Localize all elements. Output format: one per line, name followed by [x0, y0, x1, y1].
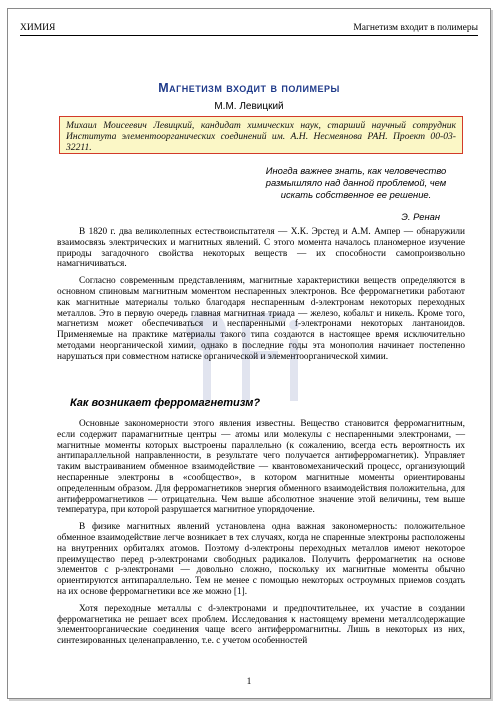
epigraph-text: Иногда важнее знать, как человечество размышляло над данной проблемой, чем искать собственное ее решение. [265, 165, 447, 200]
header-article-title: Магнетизм входит в полимеры [353, 23, 478, 33]
epigraph-author: Э. Ренан [401, 211, 440, 222]
page-number: 1 [246, 677, 252, 687]
section-text [57, 419, 465, 653]
author-affiliation-box: Михаил Моисеевич Левицкий, кандидат химических наук, старший научный сотрудник Института элементоорганических соединений им. А.Н. Несмеянова РАН. Проект 00-03-32211. [59, 116, 463, 154]
document-page [7, 8, 491, 699]
intro-paragraph: В 1820 г. два великолепных естествоиспытателя — Х.К. Эрстед и А.М. Ампер — обнаружили взаимосвязь электрических и магнитных явлений. С этого момента началось планомерное изучение природы загадочного свойства некоторых веществ — их способности самопроизвольно намагничиваться. [57, 227, 465, 270]
section-paragraph: Основные закономерности этого явления известны. Вещество становится ферромагнитным, если содержит парамагнитные центры — атомы или молекулы с неспаренными электронами, — магнитные моменты которых выстроены параллельно (к сожалению, всегда есть вероятность их антипараллельной направленности, в результате чего получается антиферромагнетик). Управляет таким выстраиванием обменное взаимодействие — квантовомеханический процесс, организующий неспаренные электроны в «сообщество», в котором магнитные моменты ориентированы определенным образом. Для ферромагнетиков энергия обменного взаимодействия положительна, для антиферромагнетиков — отрицательна. Чем выше абсолютное значение этой величины, тем выше температура, при которой разрушается магнитное упорядочение. [57, 419, 465, 516]
section-paragraph: В физике магнитных явлений установлена одна важная закономерность: положительное обменное взаимодействие легче возникает в тех случаях, когда не спаренные электроны расположены на внутренних орбиталях атомов. Поэтому d-электроны переходных металлов имеют некоторое преимущество перед p-электронами свободных радикалов. Получить ферромагнетик на основе элементов с p-электронами — довольно сложно, поскольку их магнитные моменты обычно ориентируются антипараллельно. Тем не менее с помощью некоторых остроумных приемов создать на их основе ферромагнетики все же можно [1]. [57, 522, 465, 597]
article-author: М.М. Левицкий [214, 101, 284, 112]
running-header [20, 23, 478, 36]
header-section-name: ХИМИЯ [20, 23, 56, 33]
article-title: Магнетизм входит в полимеры [158, 81, 340, 95]
section-paragraph: Хотя переходные металлы с d-электронами и предпочтительнее, их участие в создании ферромагнетика не решает всех проблем. Исследования к настоящему времени металлсодержащие элементоорганические соединения чаще всего антиферромагнитны. Лишь в некоторых из них, синтезированных целенаправленно, т.е. с учетом особенностей [57, 603, 465, 647]
intro-text [57, 227, 465, 369]
intro-paragraph: Согласно современным представлениям, магнитные характеристики веществ определяются в основном спиновым магнитным моментом неспаренных электронов. Все ферромагнетики работают как магнитные материалы только благодаря неспаренным d-электронам некоторых переходных металлов. Это в первую очередь главная магнитная триада — железо, кобальт и никель. Кроме того, магнетизм может обеспечиваться и неспаренными f-электронами некоторых лантаноидов. Применяемые на практике материалы такого типа создаются в настоящее время исключительно методами неорганической химии, однако в последние годы эта монополия начинает постепенно нарушаться при совместном натиске органической и элементоорганической химии. [57, 276, 465, 362]
section-heading: Как возникает ферромагнетизм? [70, 397, 261, 409]
